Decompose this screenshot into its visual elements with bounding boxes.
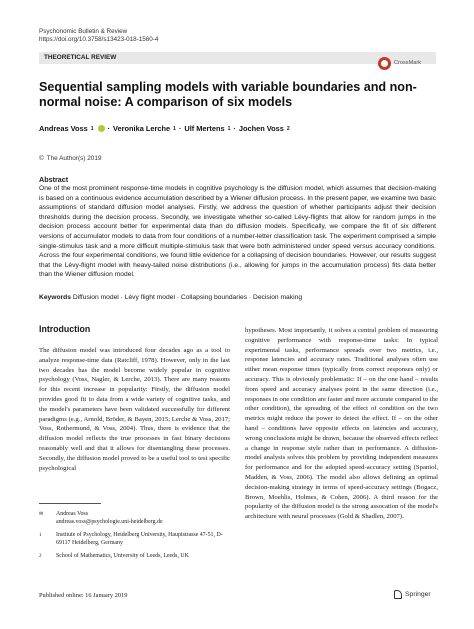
crossmark-icon <box>378 57 391 70</box>
footnote-mark: 1 <box>39 533 42 539</box>
copyright-line <box>39 155 101 162</box>
keywords-label: Keywords <box>39 294 71 301</box>
paper-title: Sequential sampling models with variable boundaries and non-normal noise: A comparison of six models <box>39 80 417 109</box>
author-affiliation: 1 <box>90 125 94 132</box>
author-separator: · <box>107 124 110 133</box>
affiliation-text: Institute of Psychology, Heidelberg University, Hauptstrasse 47-51, D-69117 Heidelberg, Germany <box>56 532 223 546</box>
footnote-affiliation <box>39 553 234 561</box>
publisher-name: Springer <box>405 591 431 598</box>
section-heading-introduction: Introduction <box>39 324 91 334</box>
footnote-mark: 2 <box>39 554 42 560</box>
envelope-icon: ✉ <box>39 512 44 517</box>
doi-link[interactable]: https://doi.org/10.3758/s13423-018-1560-4 <box>39 36 159 43</box>
section-badge: THEORETICAL REVIEW <box>39 52 436 64</box>
keywords-line <box>39 294 436 302</box>
author-name: Veronika Lerche <box>113 124 171 133</box>
author-separator: · <box>178 124 182 133</box>
publisher-logo <box>394 590 431 599</box>
springer-horse-icon <box>394 590 402 599</box>
footnotes <box>39 511 234 567</box>
abstract-heading: Abstract <box>39 175 69 184</box>
affiliation-text: School of Mathematics, University of Leeds, Leeds, UK <box>56 553 189 560</box>
author-affiliation: 1 <box>173 125 176 132</box>
author-name: Jochen Voss <box>238 124 284 133</box>
intro-right-column: hypotheses. Most importantly, it solves a central problem of measuring cognitive performance with response-time tasks: In typical experimental tasks, performance spreads over two metrics, i.e., response latencies and accuracy rates. Traditional analyses often use either mean response times (typically from correct responses only) or accuracy. This is obviously problematic: If – on the one hand – results from speed and accuracy analyses point in the same direction (i.e., responses in one condition are faster and more accurate compared to the other condition), the spreading of the effect of condition on the two metrics might reduce the power to detect the effect. If – on the other hand – conditions have opposite effects on latencies and accuracy, wrong conclusions might be drawn, because the observed effects reflect a change in response style rather than in performance. A diffusion-model analysis solves this problem by providing independent measures for performance and for the adopted speed-accuracy setting (Spaniol, Madden, & Voss, 2006). The model also allows defining an optimal decision-making strategy in terms of speed-accuracy settings (Bogacz, Brown, Moehlis, Holmes, & Cohen, 2006). A third reason for the popularity of the diffusion model is the strong assocation of the model's architecture with neural processes (Gold & Shadlen, 2007). <box>245 327 438 521</box>
corresponding-author[interactable]: Andreas Voss andreas.voss@psychologie.uni-heidelberg.de <box>56 511 163 525</box>
author-name: Ulf Mertens <box>184 124 225 133</box>
footnote-affiliation <box>39 532 234 547</box>
author-affiliation: 1 <box>227 125 231 132</box>
abstract-text: One of the most prominent response-time models in cognitive psychology is the diffusion model, which assumes that decision-making is based on a continuous evidence accumulation described by a Wiener diffusion process. In the present paper, we examine two basic assumptions of standard diffusion model analyses. Firstly, we address the question of whether participants adjust their decision thresholds during the decision process. Secondly, we investigate whether so-called Lévy-flights that allow for random jumps in the decision process account better for experimental data than do diffusion models. Specifically, we compare the fit of six different versions of accumulator models to data from four conditions of a number-letter classification task. The experiment comprised a simple single-stimulus task and a more difficult multiple-stimulus task that were both administered under speed versus accuracy conditions. Across the four experimental conditions, we found little evidence for a collapsing of decision boundaries. However, our results suggest that the Lévy-flight model with heavy-tailed noise distributions (i.e., allowing for jumps in the accumulation process) fits data better than the Wiener diffusion model. <box>39 185 436 279</box>
footnote-corresponding <box>39 511 234 526</box>
intro-left-column: The diffusion model was introduced four decades ago as a tool to analyze response-time data (Ratcliff, 1978). However, only in the last two decades has the model become widely popular in cognitive psychology (Voss, Nagler, & Lerche, 2013). There are many reasons for this recent increase in popularity: Firstly, the diffusion model provides good fit to data from a wide variety of cognitive tasks, and the model's parameters have been validated successfully for different paradigms (e.g., Arnold, Bröder, & Bayen, 2015; Lerche & Voss, 2017; Voss, Rothermund, & Voss, 2004). Thus, there is evidence that the diffusion model reflects the true processes in fast binary decisions reasonably well and that it allows for disentangling these processes. Secondly, the diffusion model proved to be a useful tool to test specific psychological <box>39 347 230 472</box>
crossmark-badge[interactable] <box>378 55 436 71</box>
orcid-icon[interactable] <box>98 125 105 132</box>
crossmark-label: CrossMark <box>394 60 422 66</box>
author-name: Andreas Voss <box>39 124 88 133</box>
copyright-icon: © <box>39 155 44 162</box>
footnote-divider <box>39 503 101 504</box>
published-date: Published online: 16 January 2019 <box>39 592 128 599</box>
journal-header <box>39 28 158 44</box>
journal-name: Psychonomic Bulletin & Review <box>39 28 128 35</box>
copyright-text: The Author(s) 2019 <box>46 155 102 162</box>
author-affiliation: 2 <box>286 125 290 132</box>
author-separator: · <box>233 124 236 133</box>
author-list <box>39 124 439 133</box>
keywords-text: Diffusion model · Lévy flight model · Collapsing boundaries · Decision making <box>72 294 303 301</box>
